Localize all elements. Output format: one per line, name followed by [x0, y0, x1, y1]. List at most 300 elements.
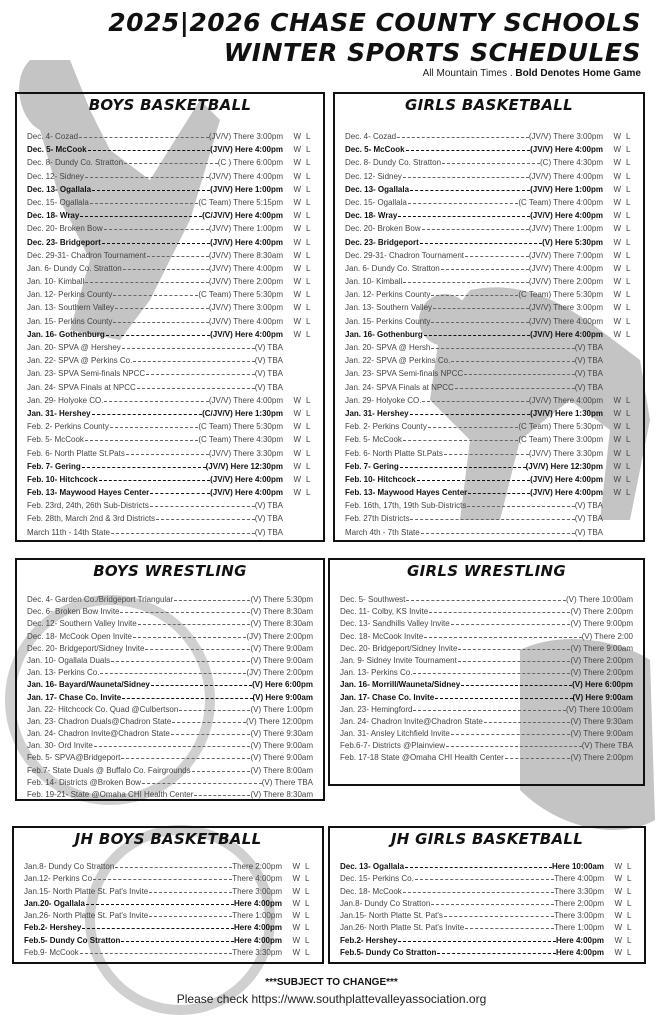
dash-leader	[120, 612, 250, 613]
event-name: Feb. 2- Perkins County	[345, 422, 427, 432]
event-name: Feb. 13- Maywood Hayes Center	[27, 488, 150, 498]
dash-leader	[431, 295, 518, 296]
result-marks	[604, 923, 634, 932]
event-details: (JV/V) There 3:00pm	[208, 132, 283, 141]
event-details: (JV/V) Here 4:00pm	[530, 474, 603, 484]
win-mark: W	[613, 395, 622, 405]
event-details: (JV/V) Here 1:30pm	[530, 408, 603, 418]
schedule-row	[345, 409, 633, 422]
event-details: (C Team) There 5:15pm	[198, 197, 283, 207]
event-name: Feb. 5- SPVA@Bridgeport	[27, 753, 121, 763]
loss-mark: L	[626, 408, 631, 418]
loss-mark: L	[306, 197, 311, 207]
dash-leader	[437, 953, 556, 954]
website-notice: Please check https://www.southplattevalleyassociation.org	[176, 992, 487, 1006]
event-details: (V) There 8:30am	[250, 607, 313, 617]
win-mark: W	[613, 171, 622, 181]
schedule-row	[27, 330, 313, 343]
girls-basketball-schedule	[333, 92, 645, 542]
schedule-row	[27, 185, 313, 198]
event-name: Feb.9- McCook	[24, 948, 79, 958]
schedule-row	[24, 874, 312, 886]
schedule-row	[27, 693, 313, 705]
win-mark: W	[613, 422, 622, 432]
event-name: March 4th - 7th State	[345, 527, 420, 537]
event-name: Jan. 12- Perkins County	[345, 290, 431, 300]
event-name: Jan.26- North Platte St. Pat's Invite	[24, 911, 149, 921]
schedule-row	[345, 501, 633, 514]
win-mark: W	[293, 290, 302, 300]
win-mark: W	[293, 277, 302, 287]
event-name: Jan. 24- Chadron Invite@Chadron State	[340, 716, 483, 726]
event-details: (JV/V) There 4:00pm	[208, 171, 283, 181]
event-details: (V) There 10:00am	[566, 595, 633, 604]
event-name: Dec. 8- Dundy Co. Stratton	[27, 158, 124, 168]
event-name: Dec. 20- Broken Bow	[345, 224, 421, 234]
loss-mark: L	[306, 132, 311, 141]
event-name: Dec. 18- McCook	[340, 886, 402, 896]
event-details: (JV/V) Here 4:00pm	[530, 145, 603, 155]
schedule-row	[340, 656, 633, 668]
loss-mark: L	[306, 211, 311, 221]
loss-mark: L	[626, 329, 631, 339]
result-marks	[283, 224, 313, 233]
loss-mark: L	[306, 329, 311, 339]
event-name: Dec. 6- Broken Bow Invite	[27, 607, 120, 617]
event-name: Jan. 24- SPVA Finals at NPCC	[345, 382, 454, 392]
event-name: Jan. 30- Ord Invite	[27, 741, 93, 751]
event-name: Jan.15- North Platte St. Pat's Invite	[24, 886, 149, 896]
event-name: Dec. 11- Colby, KS Invite	[340, 607, 429, 617]
result-marks	[603, 317, 633, 326]
schedule-row	[27, 277, 313, 290]
event-name: Dec. 20- Bridgeport/Sidney Invite	[27, 643, 145, 653]
dash-leader	[149, 916, 232, 917]
event-details: (JV/V) There 1:00pm	[208, 224, 283, 234]
result-marks	[603, 330, 633, 339]
loss-mark: L	[306, 316, 311, 326]
event-name: Jan. 10- Kimball	[345, 277, 403, 287]
event-name: Dec. 20- Bridgeport/Sidney Invite	[340, 643, 458, 653]
dash-leader	[80, 953, 233, 954]
event-name: Dec. 8- Dundy Co. Stratton	[345, 158, 442, 168]
dash-leader	[124, 163, 218, 164]
dash-leader	[172, 722, 246, 723]
loss-mark: L	[305, 935, 310, 945]
dash-leader	[424, 335, 530, 336]
event-name: March 11th - 14th State	[27, 527, 111, 537]
dash-leader	[86, 904, 234, 905]
event-details: (JV/V) Here 4:00pm	[530, 488, 603, 498]
result-marks	[283, 264, 313, 273]
win-mark: W	[293, 237, 302, 247]
boys-basketball-schedule	[15, 92, 325, 542]
schedule-row	[24, 936, 312, 948]
event-name: Jan. 9- Sidney Invite Tournament	[340, 655, 457, 665]
schedule-row	[27, 717, 313, 729]
event-name: Jan. 23- Hemingford	[340, 704, 413, 714]
win-mark: W	[292, 862, 301, 871]
schedule-row	[345, 198, 633, 211]
event-details: (JV/V) There 4:00pm	[208, 316, 283, 326]
win-mark: W	[614, 874, 623, 884]
event-details: (V) Here 9:00am	[252, 692, 313, 702]
loss-mark: L	[306, 237, 311, 247]
dash-leader	[106, 335, 210, 336]
dash-leader	[82, 467, 206, 468]
dash-leader	[113, 322, 209, 323]
event-details: (V) TBA	[254, 356, 283, 366]
dash-leader	[424, 637, 581, 638]
event-details: (V) TBA	[574, 356, 603, 366]
schedule-row	[24, 887, 312, 899]
win-mark: W	[614, 948, 623, 958]
dash-leader	[113, 295, 198, 296]
dash-leader	[85, 440, 198, 441]
result-marks	[282, 948, 312, 957]
schedule-row	[340, 644, 633, 656]
event-name: Dec. 15- Ogallala	[345, 197, 407, 207]
dash-leader	[413, 710, 566, 711]
schedule-row	[345, 224, 633, 237]
dash-leader	[405, 867, 552, 868]
win-mark: W	[613, 448, 622, 458]
jh-boys-basketball-schedule	[12, 826, 324, 964]
schedule-row	[27, 729, 313, 741]
win-mark: W	[613, 290, 622, 300]
event-name: Dec. 12- Sidney	[27, 171, 84, 181]
section-title: JH BOYS BASKETBALL	[74, 830, 262, 848]
schedule-row	[27, 705, 313, 717]
event-name: Dec. 18- McCook Invite	[340, 631, 424, 641]
event-name: Feb.2- Hershey	[24, 923, 82, 933]
win-mark: W	[613, 277, 622, 287]
dash-leader	[121, 758, 250, 759]
event-details: (C Team) There 4:30pm	[198, 435, 283, 445]
event-name: Dec. 23- Bridgeport	[345, 237, 419, 247]
loss-mark: L	[306, 422, 311, 432]
schedule-row	[345, 303, 633, 316]
dash-leader	[99, 480, 210, 481]
result-marks	[604, 874, 634, 883]
event-name: Jan. 13- Perkins Co.	[340, 668, 413, 678]
schedule-row	[27, 224, 313, 237]
loss-mark: L	[306, 408, 311, 418]
dash-leader	[142, 783, 262, 784]
result-marks	[283, 449, 313, 458]
event-name: Jan. 12- Perkins County	[27, 290, 113, 300]
dash-leader	[403, 177, 529, 178]
result-marks	[603, 409, 633, 418]
page-title-line1: 2025|2026 CHASE COUNTY SCHOOLS	[108, 8, 641, 37]
loss-mark: L	[626, 461, 631, 471]
event-details: There 4:00pm	[554, 874, 604, 884]
win-mark: W	[613, 132, 622, 141]
dash-leader	[192, 771, 251, 772]
event-name: Jan. 13- Southern Valley	[345, 303, 433, 313]
loss-mark: L	[626, 263, 631, 273]
dash-leader	[441, 269, 529, 270]
event-name: Jan.8- Dundy Co Stratton	[340, 898, 431, 908]
event-details: Here 4:00pm	[555, 935, 604, 945]
schedule-row	[345, 514, 633, 527]
event-name: Dec. 18- Wray	[345, 211, 398, 221]
win-mark: W	[613, 435, 622, 445]
event-details: (C Team) There 5:30pm	[518, 422, 603, 432]
dash-leader	[417, 480, 530, 481]
event-name: Feb. 14- Districts @Broken Bow	[27, 777, 141, 787]
boys-wrestling-schedule	[15, 558, 325, 801]
event-details: (JV/V) There 7:00pm	[528, 250, 603, 260]
result-marks	[282, 862, 312, 871]
win-mark: W	[293, 250, 302, 260]
schedule-row	[340, 619, 633, 631]
dash-leader	[104, 401, 208, 402]
event-details: (V) There 9:30am	[250, 729, 313, 739]
section-title: GIRLS BASKETBALL	[405, 96, 573, 114]
event-details: (V) There 9:00am	[570, 643, 633, 653]
event-details: (JV/V) There 3:00pm	[208, 303, 283, 313]
event-details: (JV/V) There 4:00pm	[528, 263, 603, 273]
loss-mark: L	[306, 184, 311, 194]
event-details: (V) Here 6:00pm	[252, 680, 313, 690]
schedule-row	[340, 693, 633, 705]
loss-mark: L	[306, 461, 311, 471]
result-marks	[603, 251, 633, 260]
event-details: (V) There 8:30am	[250, 619, 313, 629]
event-name: Feb.2- Hershey	[340, 935, 398, 945]
result-marks	[603, 488, 633, 497]
event-name: Jan. 31- Hershey	[27, 408, 91, 418]
event-name: Dec. 4- Cozad	[345, 132, 397, 141]
event-details: (JV/V) There 8:30am	[208, 250, 283, 260]
event-details: There 3:00pm	[554, 911, 604, 921]
dash-leader	[413, 673, 570, 674]
loss-mark: L	[627, 935, 632, 945]
schedule-row	[27, 422, 313, 435]
dash-leader	[408, 203, 519, 204]
schedule-row	[27, 343, 313, 356]
event-details: There 2:00pm	[232, 862, 282, 871]
loss-mark: L	[626, 448, 631, 458]
section-title: GIRLS WRESTLING	[407, 562, 566, 580]
win-mark: W	[293, 132, 302, 141]
dash-leader	[156, 519, 255, 520]
event-name: Jan. 15- Perkins County	[27, 316, 113, 326]
result-marks	[604, 911, 634, 920]
event-name: Jan. 6- Dundy Co. Stratton	[345, 263, 440, 273]
dash-leader	[403, 440, 518, 441]
dash-leader	[451, 361, 574, 362]
event-details: (JV/V) There 2:00pm	[528, 277, 603, 287]
dash-leader	[406, 150, 531, 151]
loss-mark: L	[626, 132, 631, 141]
loss-mark: L	[626, 277, 631, 287]
dash-leader	[92, 414, 202, 415]
event-details: (JV/V) There 1:00pm	[528, 224, 603, 234]
event-details: Here 4:00pm	[233, 923, 282, 933]
dash-leader	[111, 661, 250, 662]
loss-mark: L	[626, 237, 631, 247]
dash-leader	[80, 216, 202, 217]
schedule-row	[340, 887, 634, 899]
win-mark: W	[613, 303, 622, 313]
result-marks	[283, 198, 313, 207]
schedule-row	[345, 158, 633, 171]
win-mark: W	[613, 316, 622, 326]
event-details: (V) There 2:00pm	[570, 753, 633, 763]
loss-mark: L	[626, 171, 631, 181]
event-name: Jan. 15- Perkins County	[345, 316, 431, 326]
schedule-row	[345, 211, 633, 224]
dash-leader	[415, 879, 554, 880]
schedule-row	[340, 705, 633, 717]
win-mark: W	[293, 211, 302, 221]
result-marks	[603, 145, 633, 154]
event-details: (V) There 2:00	[581, 631, 633, 641]
dash-leader	[179, 710, 250, 711]
loss-mark: L	[626, 184, 631, 194]
schedule-row	[340, 936, 634, 948]
loss-mark: L	[627, 923, 632, 933]
loss-mark: L	[305, 948, 310, 958]
result-marks	[283, 172, 313, 181]
event-details: (V) There 9:00am	[250, 643, 313, 653]
win-mark: W	[613, 461, 622, 471]
dash-leader	[444, 454, 529, 455]
dash-leader	[400, 467, 526, 468]
subject-to-change-notice: ***SUBJECT TO CHANGE***	[265, 977, 398, 988]
event-details: (V) TBA	[574, 343, 603, 352]
event-name: Feb. 10- Hitchcock	[27, 474, 98, 484]
schedule-row	[340, 753, 633, 765]
schedule-row	[345, 475, 633, 488]
schedule-row	[27, 132, 313, 145]
event-name: Feb. 13- Maywood Hayes Center	[345, 488, 468, 498]
result-marks	[283, 290, 313, 299]
win-mark: W	[614, 923, 623, 933]
win-mark: W	[292, 935, 301, 945]
event-name: Dec. 5- Southwest	[340, 595, 406, 604]
event-details: (V) There 9:00am	[570, 729, 633, 739]
loss-mark: L	[306, 435, 311, 445]
event-details: (JV/V) There 4:00pm	[528, 316, 603, 326]
loss-mark: L	[626, 158, 631, 168]
schedule-row	[27, 656, 313, 668]
event-details: (JV/V) Here 12:30pm	[525, 461, 603, 471]
event-details: Here 4:00pm	[233, 898, 282, 908]
dash-leader	[435, 698, 572, 699]
result-marks	[603, 172, 633, 181]
result-marks	[282, 887, 312, 896]
schedule-row	[27, 488, 313, 501]
result-marks	[603, 462, 633, 471]
schedule-row	[27, 396, 313, 409]
event-details: (JV/V) Here 4:00pm	[210, 237, 283, 247]
win-mark: W	[614, 898, 623, 908]
loss-mark: L	[626, 250, 631, 260]
schedule-row	[27, 607, 313, 619]
event-details: (V) Here 6:00pm	[572, 680, 633, 690]
schedule-row	[27, 680, 313, 692]
schedule-row	[345, 264, 633, 277]
loss-mark: L	[626, 145, 631, 155]
event-name: Jan.20- Ogallala	[24, 898, 85, 908]
event-name: Feb.5- Dundy Co Stratton	[24, 935, 121, 945]
event-name: Jan.15- North Platte St. Pat's	[340, 911, 443, 921]
loss-mark: L	[626, 435, 631, 445]
event-details: (V) There 9:00am	[250, 655, 313, 665]
dash-leader	[174, 600, 250, 601]
dash-leader	[171, 734, 251, 735]
event-name: Feb. 28th, March 2nd & 3rd Districts	[27, 514, 156, 524]
dash-leader	[149, 892, 232, 893]
event-details: (V) TBA	[574, 369, 603, 379]
result-marks	[603, 264, 633, 273]
dash-leader	[115, 867, 232, 868]
event-details: (C/JV/V) Here 1:30pm	[202, 408, 283, 418]
schedule-row	[27, 501, 313, 514]
event-name: Dec. 4- Garden Co./Bridgeport Triangular	[27, 595, 174, 604]
result-marks	[603, 211, 633, 220]
schedule-row	[340, 607, 633, 619]
result-marks	[283, 145, 313, 154]
schedule-row	[340, 741, 633, 753]
schedule-row	[340, 948, 634, 960]
schedule-row	[340, 911, 634, 923]
win-mark: W	[613, 184, 622, 194]
dash-leader	[133, 637, 247, 638]
event-details: (V) TBA	[574, 514, 603, 524]
event-name: Dec. 23- Bridgeport	[27, 237, 101, 247]
result-marks	[603, 132, 633, 141]
event-details: There 1:00pm	[554, 923, 604, 933]
schedule-row	[27, 238, 313, 251]
dash-leader	[451, 734, 571, 735]
dash-leader	[110, 427, 199, 428]
event-name: Feb. 6- North Platte St.Pats	[27, 448, 125, 458]
jh-girls-basketball-schedule	[328, 826, 646, 964]
dash-leader	[455, 388, 575, 389]
event-name: Jan. 6- Dundy Co. Stratton	[27, 263, 122, 273]
schedule-row	[27, 619, 313, 631]
event-details: (JV) There 2:00pm	[246, 668, 313, 678]
loss-mark: L	[627, 886, 632, 896]
event-name: Jan. 16- Morrill/Wauneta/Sidney	[340, 680, 461, 690]
result-marks	[283, 158, 313, 167]
schedule-row	[340, 874, 634, 886]
section-title: JH GIRLS BASKETBALL	[390, 830, 584, 848]
dash-leader	[465, 928, 554, 929]
result-marks	[282, 923, 312, 932]
loss-mark: L	[627, 862, 632, 871]
subtitle-note	[423, 68, 641, 79]
dash-leader	[100, 673, 246, 674]
result-marks	[283, 475, 313, 484]
loss-mark: L	[626, 303, 631, 313]
dash-leader	[428, 427, 519, 428]
event-details: (V) TBA	[254, 527, 283, 537]
result-marks	[603, 303, 633, 312]
result-marks	[604, 899, 634, 908]
result-marks	[283, 396, 313, 405]
event-name: Jan. 16- Gothenburg	[27, 329, 105, 339]
dash-leader	[104, 229, 209, 230]
schedule-row	[345, 290, 633, 303]
event-details: There 4:00pm	[232, 874, 282, 884]
dash-leader	[422, 401, 528, 402]
win-mark: W	[292, 886, 301, 896]
